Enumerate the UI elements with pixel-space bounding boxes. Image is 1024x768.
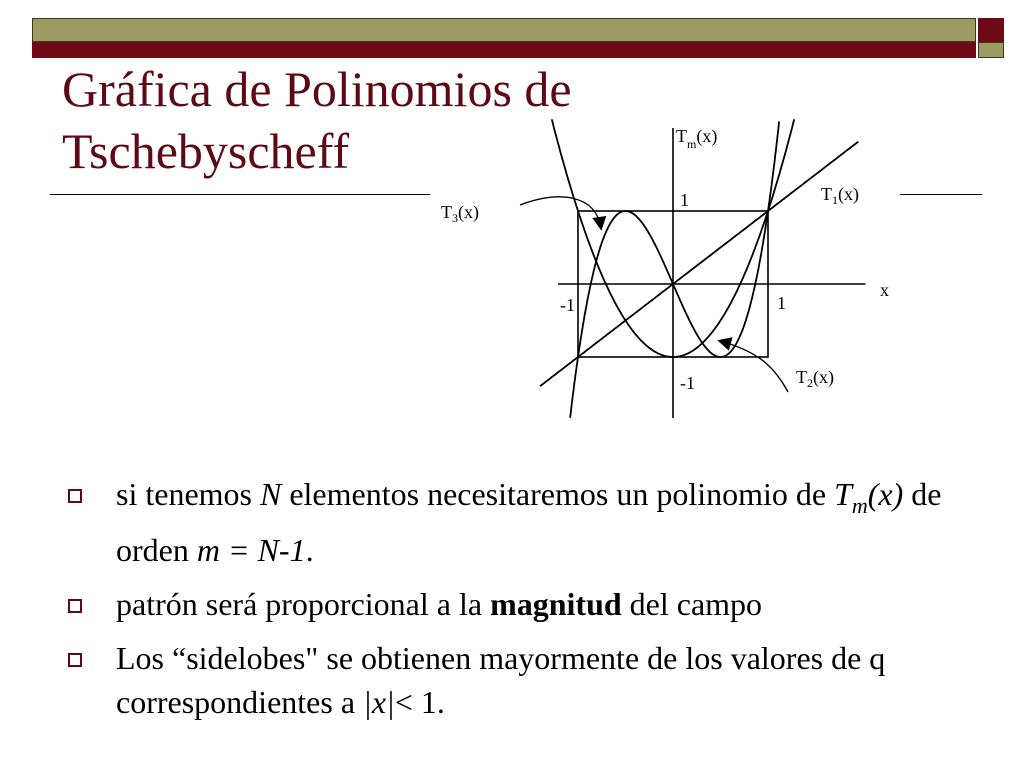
bullet-square-icon [68, 599, 82, 613]
series-label-t3: $T_3(x)$ [441, 202, 479, 225]
bullet-list [62, 472, 982, 734]
tick-label-y-pos: 1 [680, 190, 689, 210]
title-line-1: Gráfica de Polinomios de [62, 61, 572, 117]
bullet-square-icon [68, 489, 82, 503]
bullet-square-icon [68, 653, 82, 667]
series-t1-line [540, 142, 858, 387]
tick-label-x-pos: 1 [777, 293, 786, 313]
bullet-item-1: si tenemos N elementos necesitaremos un polinomio de $T_m(x)$ de orden m = N-1. [62, 472, 982, 572]
series-label-t2: $T_2(x)$ [796, 367, 834, 390]
title-line-2: Tschebyscheff [62, 123, 350, 179]
series-label-t1: $T_1(x)$ [821, 184, 859, 207]
x-axis-label: x [880, 280, 889, 300]
y-axis-label: $T_m(x)$ [676, 126, 718, 151]
bullet-item-2: patrón será proporcional a la magnitud del campo [62, 582, 982, 626]
t3-pointer-arrow [520, 197, 601, 228]
t2-pointer-arrow [720, 341, 788, 392]
series-t3-line [570, 122, 779, 418]
bullet-item-3: Los “sidelobes" se obtienen mayormente de los valores de q correspondientes a |x|< 1. [62, 636, 982, 724]
tick-label-x-neg: -1 [560, 295, 575, 315]
tick-label-y-neg: -1 [680, 373, 695, 393]
